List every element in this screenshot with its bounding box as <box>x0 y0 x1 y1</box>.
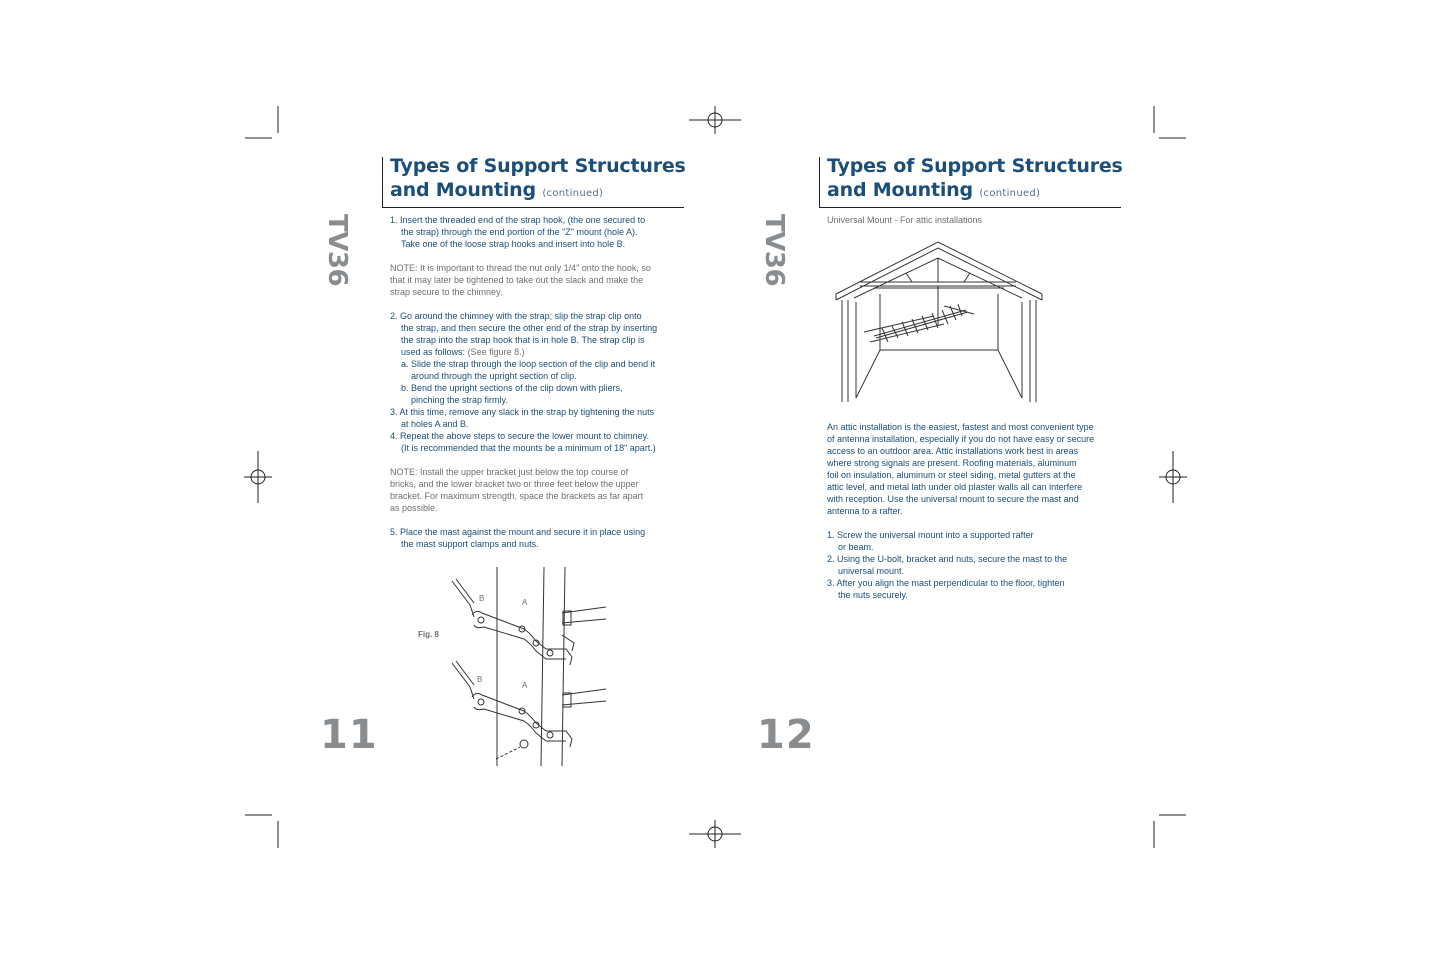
label-lower-b: B <box>477 675 483 684</box>
title-line-1: Types of Support Structures <box>390 155 686 177</box>
title-line-2: and Mounting <box>390 179 536 201</box>
page-title-right <box>827 154 1123 206</box>
intro-paragraph: An attic installation is the easiest, fastest and most convenient type of antenna installation, especially if you do not have easy or secure access to an outdoor area. Attic installations work best in areas where strong signals are present. Roofing materials, aluminum foil on insulation, aluminum or steel siding, metal gutters at the attic level, and metal lath under old plaster walls all can interfere with reception. Use the universal mount to secure the mast and antenna to a rafter. <box>827 422 1095 516</box>
figure-reference: (See figure 8.) <box>467 347 525 357</box>
figure-caption: Universal Mount - For attic installations <box>827 215 983 225</box>
title-rule <box>382 207 684 208</box>
step-2: 2. Go around the chimney with the strap; slip the strap clip onto the strap, and then secure the other end of the strap by inserting the strap into the strap hook that is in hole B. The strap clip is used as follows: (See figure 8.) <box>390 311 658 357</box>
instructions-right <box>827 421 1132 601</box>
figure-label: Fig. 8 <box>418 630 439 639</box>
title-line-1: Types of Support Structures <box>827 155 1123 177</box>
step-1: 1. Screw the universal mount into a supported rafter or beam. <box>827 530 1034 552</box>
title-line-2: and Mounting <box>827 179 973 201</box>
step-1: 1. Insert the threaded end of the strap hook, (the one secured to the strap) through the end portion of the "Z" mount (hole A). Take one of the loose strap hooks and insert into hole B. <box>390 215 646 249</box>
step-4: 4. Repeat the above steps to secure the lower mount to chimney. (It is recommended that the mounts be a minimum of 18" apart.) <box>390 431 656 453</box>
title-accent-bar-right <box>819 157 820 207</box>
page-number-right: 12 <box>757 712 815 758</box>
step-3: 3. At this time, remove any slack in the strap by tightening the nuts at holes A and B. <box>390 407 655 429</box>
title-continued: (continued) <box>542 188 604 199</box>
label-upper-a: A <box>522 598 528 607</box>
side-tag: TV36 <box>322 214 352 287</box>
label-lower-a: A <box>522 681 528 690</box>
instructions-left <box>390 214 690 550</box>
step-3: 3. After you align the mast perpendicular to the floor, tighten the nuts securely. <box>827 578 1065 600</box>
attic-antenna-figure <box>834 240 1044 410</box>
page-number: 11 <box>320 712 378 758</box>
step-5: 5. Place the mast against the mount and secure it in place using the mast support clamps and nuts. <box>390 527 646 549</box>
title-rule-right <box>819 207 1121 208</box>
side-tag-right: TV36 <box>759 214 789 287</box>
step-2a: a. Slide the strap through the loop section of the clip and bend it around through the upright section of clip. <box>401 359 656 381</box>
page-title <box>390 154 686 206</box>
title-continued: (continued) <box>979 188 1041 199</box>
label-upper-b: B <box>479 594 485 603</box>
note-2: NOTE: Install the upper bracket just below the top course of bricks, and the lower bracket two or three feet below the upper bracket. For maximum strength, space the brackets as far apart as possible. <box>390 467 644 513</box>
title-accent-bar <box>382 157 383 207</box>
step-2b: b. Bend the upright sections of the clip down with pliers, pinching the strap firmly. <box>401 383 623 405</box>
note-1: NOTE: It is important to thread the nut only 1/4" onto the hook, so that it may later be tightened to take out the slack and make the strap secure to the chimney. <box>390 263 651 297</box>
step-2: 2. Using the U-bolt, bracket and nuts, secure the mast to the universal mount. <box>827 554 1068 576</box>
